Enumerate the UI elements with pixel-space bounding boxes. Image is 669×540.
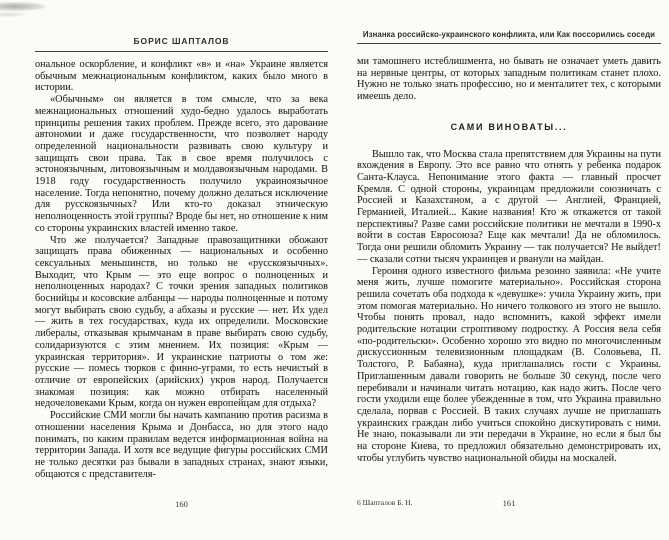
scan-smudge-top-left	[0, 2, 46, 11]
paragraph: Российские СМИ могли бы начать кампанию против расизма в отношении населения Крыма и Донбасса, но для этого надо понимать, по каким правилам ведется информационная война на территории Запада. И хотя все ведущие фигуры российских СМИ не только десятки раз бывали в западных странах, знают языки, общаются с представителя-	[35, 410, 328, 480]
left-running-head-text: БОРИС ШАПТАЛОВ	[133, 36, 230, 46]
left-page-number: 160	[175, 499, 188, 509]
scan-smudge-left-edge	[0, 12, 30, 17]
paragraph: Что же получается? Западные правозащитники обожают защищать права обиженных — национальных и особенно сексуальных меньшинств, но только не «русскоязычных». Выходит, что Крым — это еще вопрос о полноценных и неполноценных народах? С точки зрения западных политиков боснийцы и косовские албанцы — народы полноценные и потому могут выбирать свою судьбу, а абхазы и русские — нет. Их удел — жить в тех государствах, куда их определили. Московские либералы, отказывая крымчанам в праве выбирать свою судьбу, солидаризуются с этим мнением. Их позиция: «Крым — украинская территория». И украинские патриоты о том же: русские — помесь тюрков с финно-уграми, то есть нечистый в отличие от европейских (арийских) укров народ. Получается знакомая позиция: как можно отбирать населенный недочеловеками Крым, когда он нужен европейцам для отдыха?	[35, 234, 328, 410]
left-page-body	[35, 59, 328, 497]
left-running-head	[35, 36, 328, 52]
paragraph: Вышло так, что Москва стала препятствием для Украины на пути вхождения в Европу. Это все равно что отнять у ребенка подарок Санта-Клауса. Непонимание этого факта — главный просчет Кремля. С одной стороны, украинцам предложили союзничать с Россией и Казахстаном, а с другой — Англией, Францией, Германией, Италией... Какие названия! Кто ж откажется от такой перспективы? Разве сами российские политики не мечтали в 1990-х войти в состав Евросоюза? Еще как мечтали! Да не обломилось. Тогда они решили обломить Украину — так получается? Не выйдет! — сказали сотни тысяч украинцев и рванули на майдан.	[357, 148, 661, 265]
paragraph: Героиня одного известного фильма резонно заявила: «Не учите меня жить, лучше помогите материально». Российская сторона решила сочетать оба подхода к «девушке»: учила Украину жить, при этом помогая материально. Но ничего толкового из этого не вышло. Чтобы понять провал, надо вспомнить, какой эффект имели родительские нотации строптивому подростку. А Россия вела себя «по-родительски». Особенно хорошо это видно по многочисленным дискуссионным телевизионным площадкам (В. Соловьева, П. Толстого, Р. Бабаяна), куда приглашались гости с Украины. Приглашенным давали говорить не больше 30 секунд, после чего перебивали и начинали читать нотацию, как надо жить. После чего гости уходили еще более убежденные в том, что Украина правильно сделала, порвав с Россией. В таких случаях лучше не приглашать украинских граждан либо учиться спокойно дискутировать с ними. Не знаю, показывали ли эти передачи в Украине, но если я был бы на стороне Киева, то предложил обязательно демонстрировать их, чтобы углубить чувство национальной обиды на москалей.	[357, 265, 661, 464]
right-page-body	[357, 56, 661, 493]
paragraph: ональное оскорбление, и конфликт «в» и «на» Украине является обычным межнациональным конфликтом, каких было много в истории.	[35, 59, 328, 94]
right-page-number: 161	[502, 498, 516, 508]
printers-signature-mark: 6 Шапталов Б. Н.	[357, 498, 413, 507]
right-running-head	[357, 30, 661, 44]
right-running-head-text: Изнанка российско-украинского конфликта, или Как поссорились соседи	[362, 30, 656, 39]
paragraph: ми тамошнего истеблишмента, но бывать не означает уметь давить на нервные центры, от которых западным политикам станет плохо. Нужно не только знать профессию, но и менталитет тех, с которыми имеешь дело.	[357, 56, 661, 103]
section-heading: САМИ ВИНОВАТЫ...	[450, 121, 568, 132]
right-page	[357, 30, 661, 493]
left-page	[35, 36, 328, 497]
paragraph: «Обычным» он является в том смысле, что за века межнациональных отношений худо-бедно удалось выработать принципы решения таких проблем. Прежде всего, это дарование автономии и даже государственности, что позволяет народу определенной национальности развивать свою культуру и защищать свои права. Так в свое время получилось с эстоноязычным, литовоязычным и молдавоязычным народами. В 1918 году государственность получило украиноязычное население. Тогда непонятно, почему должно делаться исключение для русскоязычных? Или кто-то доказал этническую неполноценность этой группы? Вроде бы нет, но отношение к ним со стороны украинских властей именно такое.	[35, 94, 328, 234]
